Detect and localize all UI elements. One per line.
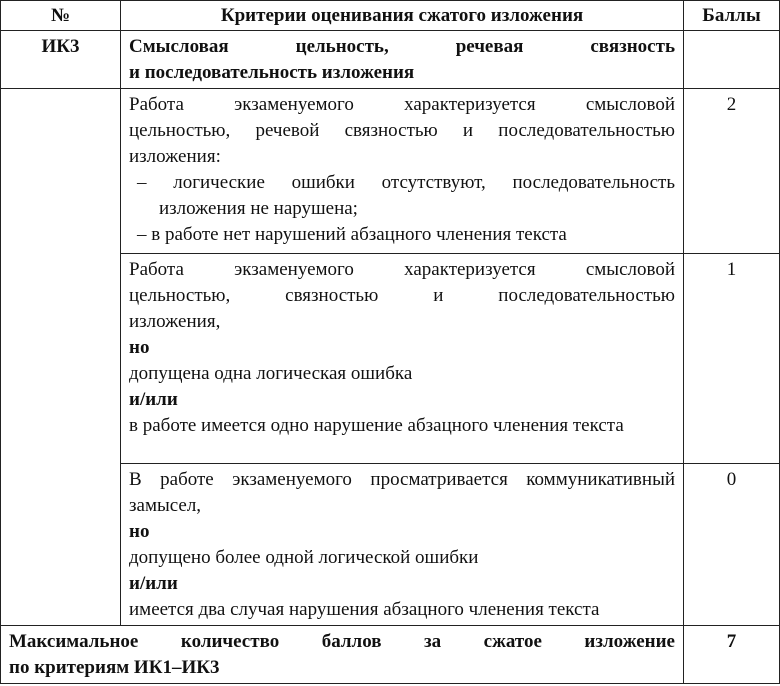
criterion-0-violation: имеется два случая нарушения абзацного членения текста	[129, 599, 600, 620]
criterion-2-intro-line2: цельностью, речевой связностью и последовательностью	[129, 120, 675, 141]
section-title	[121, 31, 684, 89]
header-criteria: Критерии оценивания сжатого изложения	[121, 1, 684, 31]
criterion-1-intro-line1: Работа экзаменуемого характеризуется смысловой	[129, 259, 675, 280]
criterion-1-but: но	[129, 337, 150, 358]
footer-label-line2: по критериям ИК1–ИК3	[9, 657, 220, 678]
criterion-2-intro-line3: изложения:	[129, 146, 221, 167]
criterion-row-2	[1, 89, 780, 254]
section-points	[684, 31, 780, 89]
header-points: Баллы	[684, 1, 780, 31]
criterion-2-bullet-1: – логические ошибки отсутствуют, последовательность изложения не нарушена;	[137, 172, 675, 219]
section-row	[1, 31, 780, 89]
criterion-1-violation: в работе имеется одно нарушение абзацного членения текста	[129, 415, 624, 436]
score-0: 0	[684, 464, 780, 626]
criterion-0-error: допущено более одной логической ошибки	[129, 547, 479, 568]
header-row	[1, 1, 780, 31]
criterion-2-bullet-2: – в работе нет нарушений абзацного членения текста	[137, 224, 567, 245]
criterion-text-2	[121, 89, 684, 254]
score-1: 1	[684, 254, 780, 464]
criterion-text-1	[121, 254, 684, 464]
criterion-text-0	[121, 464, 684, 626]
criterion-0-but: но	[129, 521, 150, 542]
footer-label	[1, 626, 684, 684]
criterion-2-intro-line1: Работа экзаменуемого характеризуется смысловой	[129, 94, 675, 115]
max-points: 7	[684, 626, 780, 684]
criterion-1-intro-line3: изложения,	[129, 311, 221, 332]
section-title-line1: Смысловая цельность, речевая связность	[129, 36, 675, 57]
footer-row	[1, 626, 780, 684]
footer-label-line1: Максимальное количество баллов за сжатое изложение	[9, 631, 675, 652]
header-number: №	[1, 1, 121, 31]
criterion-1-error: допущена одна логическая ошибка	[129, 363, 413, 384]
section-code: ИК3	[1, 31, 121, 89]
criterion-0-intro: В работе экзаменуемого просматривается коммуникативный замысел,	[129, 469, 675, 516]
criterion-1-intro-line2: цельностью, связностью и последовательностью	[129, 285, 675, 306]
criterion-0-andor: и/или	[129, 573, 178, 594]
criterion-1-andor: и/или	[129, 389, 178, 410]
section-title-line2: и последовательность изложения	[129, 62, 415, 83]
score-2: 2	[684, 89, 780, 254]
empty-number-cell	[1, 89, 121, 626]
